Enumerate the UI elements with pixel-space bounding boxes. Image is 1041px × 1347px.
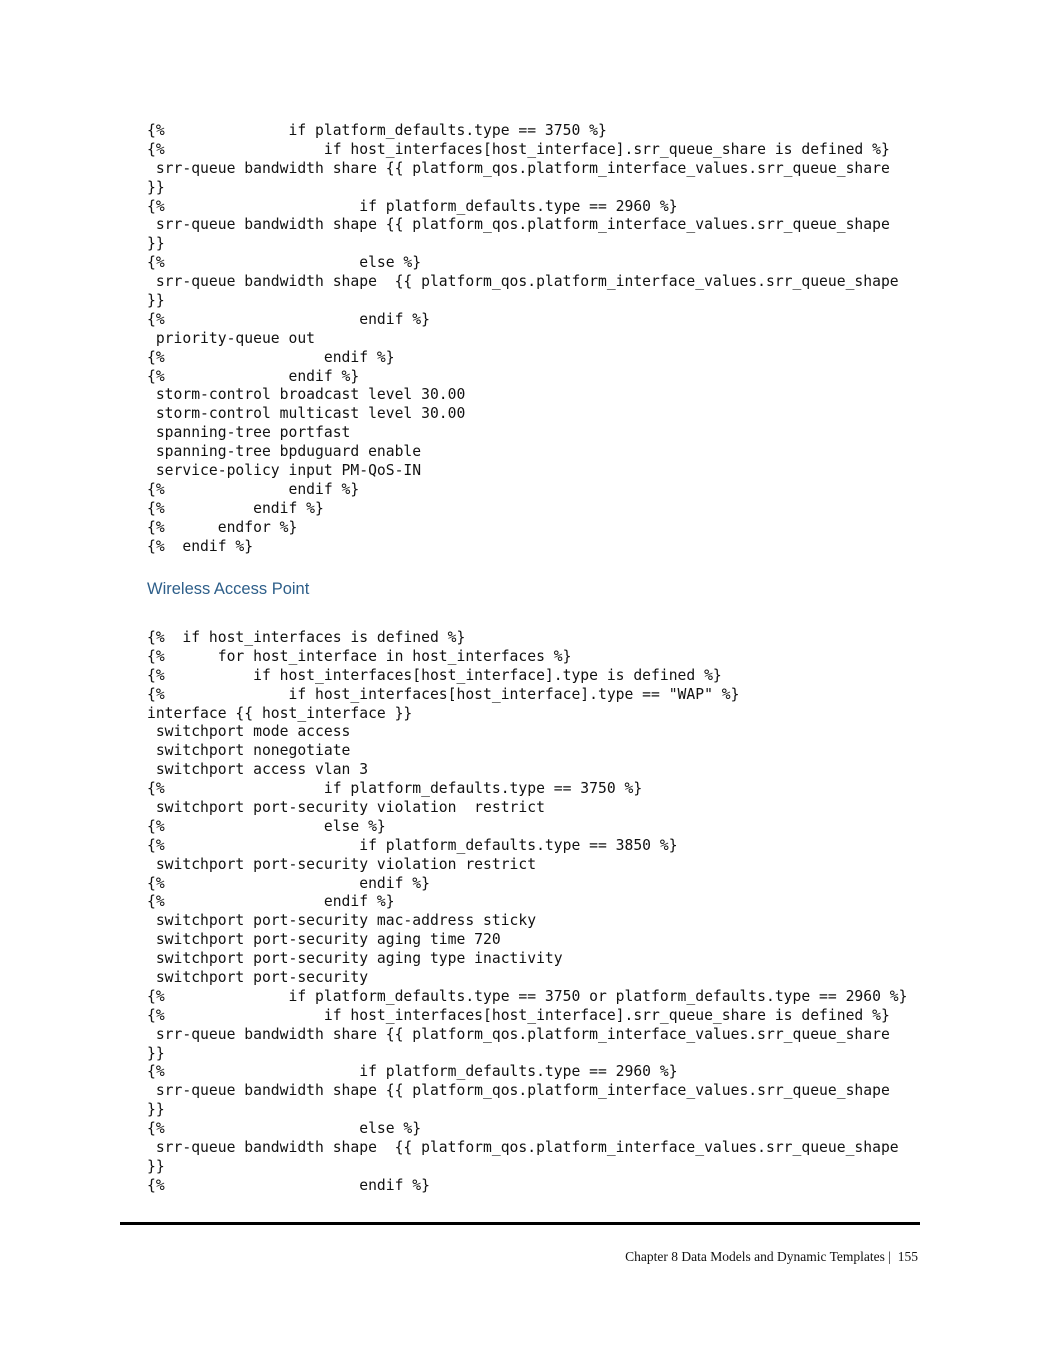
code-line: }} xyxy=(147,1044,165,1062)
code-line: srr-queue bandwidth shape {{ platform_qos.platform_interface_values.srr_queue_shape xyxy=(147,273,899,291)
code-line: }} xyxy=(147,1101,165,1119)
code-line: {% endfor %} xyxy=(147,518,298,536)
code-line: storm-control broadcast level 30.00 xyxy=(147,386,466,404)
code-line: {% if platform_defaults.type == 3750 %} xyxy=(147,122,607,139)
code-line: {% endif %} xyxy=(147,310,430,328)
code-line: {% endif %} xyxy=(147,499,324,517)
code-line: switchport port-security mac-address sticky xyxy=(147,912,537,930)
code-line: switchport port-security aging time 720 xyxy=(147,931,501,949)
code-block-interface-qos xyxy=(147,122,899,556)
code-line: {% endif %} xyxy=(147,537,254,555)
code-line: {% endif %} xyxy=(147,348,395,366)
code-line: srr-queue bandwidth share {{ platform_qos.platform_interface_values.srr_queue_share xyxy=(147,1025,890,1043)
code-line: switchport port-security xyxy=(147,969,369,987)
code-line: priority-queue out xyxy=(147,329,316,347)
footer-chapter-page: Chapter 8 Data Models and Dynamic Templates | 155 xyxy=(625,1249,918,1264)
code-line: {% if host_interfaces[host_interface].type == "WAP" %} xyxy=(147,685,740,703)
code-line: }} xyxy=(147,235,165,253)
code-line: {% else %} xyxy=(147,1120,422,1138)
section-heading: Wireless Access Point xyxy=(147,580,310,598)
code-line: {% if platform_defaults.type == 3850 %} xyxy=(147,836,678,854)
code-line: {% if host_interfaces[host_interface].srr_queue_share is defined %} xyxy=(147,140,890,158)
code-line: {% if platform_defaults.type == 2960 %} xyxy=(147,1063,678,1081)
code-line: srr-queue bandwidth shape {{ platform_qos.platform_interface_values.srr_queue_shape xyxy=(147,216,890,234)
footer-rule xyxy=(120,1222,920,1225)
code-line: srr-queue bandwidth shape {{ platform_qos.platform_interface_values.srr_queue_shape xyxy=(147,1082,890,1100)
code-line: {% if platform_defaults.type == 3750 or platform_defaults.type == 2960 %} xyxy=(147,987,908,1005)
code-line: {% if host_interfaces[host_interface].srr_queue_share is defined %} xyxy=(147,1006,890,1024)
code-line: {% endif %} xyxy=(147,874,430,892)
code-line: switchport mode access xyxy=(147,723,351,741)
code-line: spanning-tree bpduguard enable xyxy=(147,443,422,461)
code-line: {% endif %} xyxy=(147,1176,430,1194)
code-line: {% endif %} xyxy=(147,367,360,385)
code-line: {% if platform_defaults.type == 2960 %} xyxy=(147,197,678,215)
code-line: switchport access vlan 3 xyxy=(147,761,369,779)
code-line: {% if host_interfaces is defined %} xyxy=(147,629,466,646)
code-line: }} xyxy=(147,292,165,310)
code-line: spanning-tree portfast xyxy=(147,424,351,442)
code-line: {% if platform_defaults.type == 3750 %} xyxy=(147,780,643,798)
code-line: switchport port-security aging type inactivity xyxy=(147,950,563,968)
code-line: }} xyxy=(147,1157,165,1175)
code-line: interface {{ host_interface }} xyxy=(147,704,413,722)
code-line: {% else %} xyxy=(147,817,386,835)
code-line: {% endif %} xyxy=(147,480,360,498)
code-line: switchport port-security violation restrict xyxy=(147,855,537,873)
code-line: {% for host_interface in host_interfaces %} xyxy=(147,647,572,665)
code-block-wireless-access-point xyxy=(147,629,907,1196)
code-line: {% if host_interfaces[host_interface].type is defined %} xyxy=(147,666,722,684)
code-line: {% endif %} xyxy=(147,893,395,911)
code-line: switchport nonegotiate xyxy=(147,742,351,760)
code-line: service-policy input PM-QoS-IN xyxy=(147,462,422,480)
code-line: srr-queue bandwidth shape {{ platform_qos.platform_interface_values.srr_queue_shape xyxy=(147,1139,899,1157)
code-line: switchport port-security violation restrict xyxy=(147,799,545,817)
code-line: storm-control multicast level 30.00 xyxy=(147,405,466,423)
code-line: srr-queue bandwidth share {{ platform_qos.platform_interface_values.srr_queue_share xyxy=(147,159,890,177)
code-line: }} xyxy=(147,178,165,196)
code-line: {% else %} xyxy=(147,254,422,272)
